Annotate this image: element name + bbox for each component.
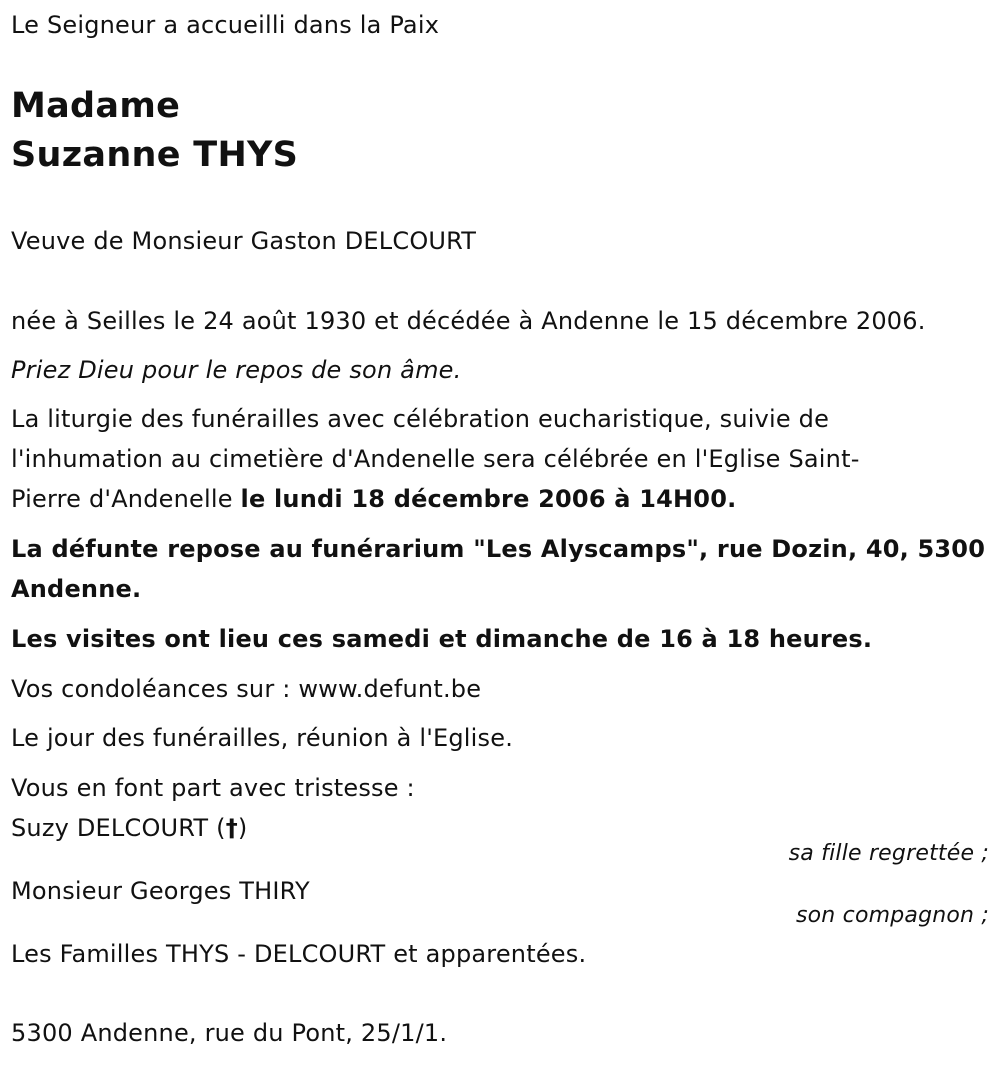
deceased-name: Suzanne THYS — [11, 135, 299, 175]
liturgy-line-1: La liturgie des funérailles avec célébration eucharistique, suivie de — [11, 405, 830, 433]
family-announcement: Vous en font part avec tristesse : — [11, 774, 415, 802]
intro-text: Le Seigneur a accueilli dans la Paix — [11, 11, 440, 39]
family-member-1-name: Suzy DELCOURT ( — [11, 814, 226, 842]
family-member-1 — [11, 812, 247, 844]
family-member-1-close: ) — [237, 814, 248, 842]
prayer-text: Priez Dieu pour le repos de son âme. — [11, 356, 462, 384]
family-member-2-relation: son compagnon ; — [795, 903, 989, 928]
cross-icon: † — [225, 814, 238, 842]
liturgy-date: le lundi 18 décembre 2006 à 14H00. — [240, 485, 737, 513]
widow-of-text: Veuve de Monsieur Gaston DELCOURT — [11, 227, 477, 255]
funerarium-line-2: Andenne. — [11, 575, 142, 603]
deceased-title: Madame — [11, 86, 181, 126]
family-member-1-relation: sa fille regrettée ; — [788, 841, 989, 866]
visits-text: Les visites ont lieu ces samedi et dimanche de 16 à 18 heures. — [11, 625, 873, 653]
condolences-text: Vos condoléances sur : www.defunt.be — [11, 675, 482, 703]
funerarium-line-1: La défunte repose au funérarium "Les Alyscamps", rue Dozin, 40, 5300 — [11, 535, 986, 563]
liturgy-place: Pierre d'Andenelle — [11, 485, 241, 513]
address-text: 5300 Andenne, rue du Pont, 25/1/1. — [11, 1019, 448, 1047]
liturgy-line-2: l'inhumation au cimetière d'Andenelle sera célébrée en l'Eglise Saint- — [11, 445, 860, 473]
birth-death-text: née à Seilles le 24 août 1930 et décédée à Andenne le 15 décembre 2006. — [11, 307, 926, 335]
families-text: Les Familles THYS - DELCOURT et apparentées. — [11, 940, 587, 968]
meeting-text: Le jour des funérailles, réunion à l'Eglise. — [11, 724, 514, 752]
liturgy-line-3 — [11, 483, 736, 515]
family-member-2: Monsieur Georges THIRY — [11, 877, 310, 905]
